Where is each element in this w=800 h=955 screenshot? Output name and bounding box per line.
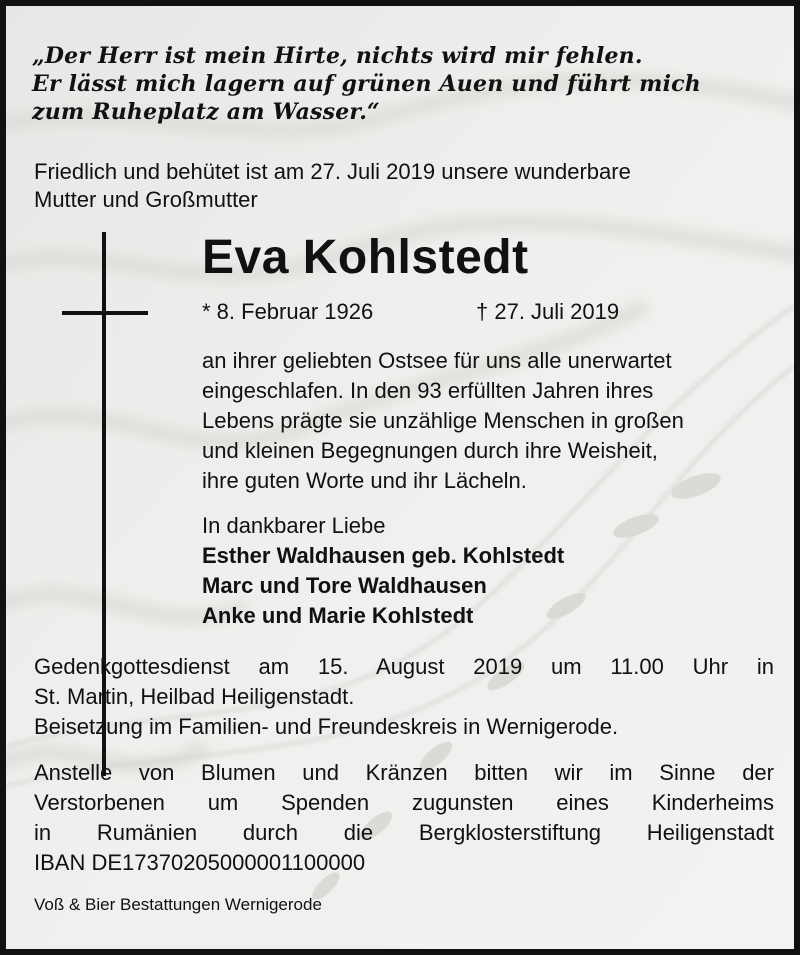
quote-line: Er lässt mich lagern auf grünen Auen und führt mich — [32, 71, 701, 97]
service-line: Beisetzung im Familien- und Freundeskreis in Wernigerode. — [34, 714, 619, 739]
mourner-name: Marc und Tore Waldhausen — [202, 573, 487, 598]
notice-content — [6, 6, 794, 949]
body-line: Lebens prägte sie unzählige Menschen in großen — [202, 408, 684, 433]
death-date: † 27. Juli 2019 — [476, 299, 620, 324]
service-info — [34, 652, 774, 742]
psalm-quote — [32, 42, 772, 126]
body-line: und kleinen Begegnungen durch ihre Weisheit, — [202, 438, 658, 463]
intro-line: Friedlich und behütet ist am 27. Juli 2019 unsere wunderbare — [34, 159, 631, 184]
body-line: eingeschlafen. In den 93 erfüllten Jahren ihres — [202, 378, 654, 403]
birth-date: * 8. Februar 1926 — [202, 299, 374, 324]
donation-line: in Rumänien durch die Bergklosterstiftung Heiligenstadt — [34, 820, 774, 845]
mourner-name: Anke und Marie Kohlstedt — [202, 603, 474, 628]
donation-line: Anstelle von Blumen und Kränzen bitten wir im Sinne der — [34, 760, 774, 785]
intro-line: Mutter und Großmutter — [34, 187, 258, 212]
mourners-greeting: In dankbarer Liebe — [202, 513, 386, 538]
service-line: St. Martin, Heilbad Heiligenstadt. — [34, 684, 355, 709]
donation-line: Verstorbenen um Spenden zugunsten eines Kinderheims — [34, 790, 774, 815]
body-line: ihre guten Worte und ihr Lächeln. — [202, 468, 527, 493]
service-line: Gedenkgottesdienst am 15. August 2019 um 11.00 Uhr in — [34, 654, 774, 679]
mourner-name: Esther Waldhausen geb. Kohlstedt — [202, 543, 565, 568]
mourners-list — [202, 541, 564, 631]
obituary-body — [202, 346, 766, 496]
quote-line: „Der Herr ist mein Hirte, nichts wird mir fehlen. — [32, 43, 643, 69]
deceased-name: Eva Kohlstedt — [202, 231, 529, 284]
intro-text — [34, 158, 774, 214]
body-line: an ihrer geliebten Ostsee für uns alle unerwartet — [202, 348, 672, 373]
iban-line: IBAN DE17370205000001100000 — [34, 850, 366, 875]
cross-icon-bar — [62, 311, 148, 315]
funeral-home: Voß & Bier Bestattungen Wernigerode — [34, 895, 322, 914]
donation-request — [34, 758, 774, 878]
quote-line: zum Ruheplatz am Wasser.“ — [32, 99, 380, 125]
